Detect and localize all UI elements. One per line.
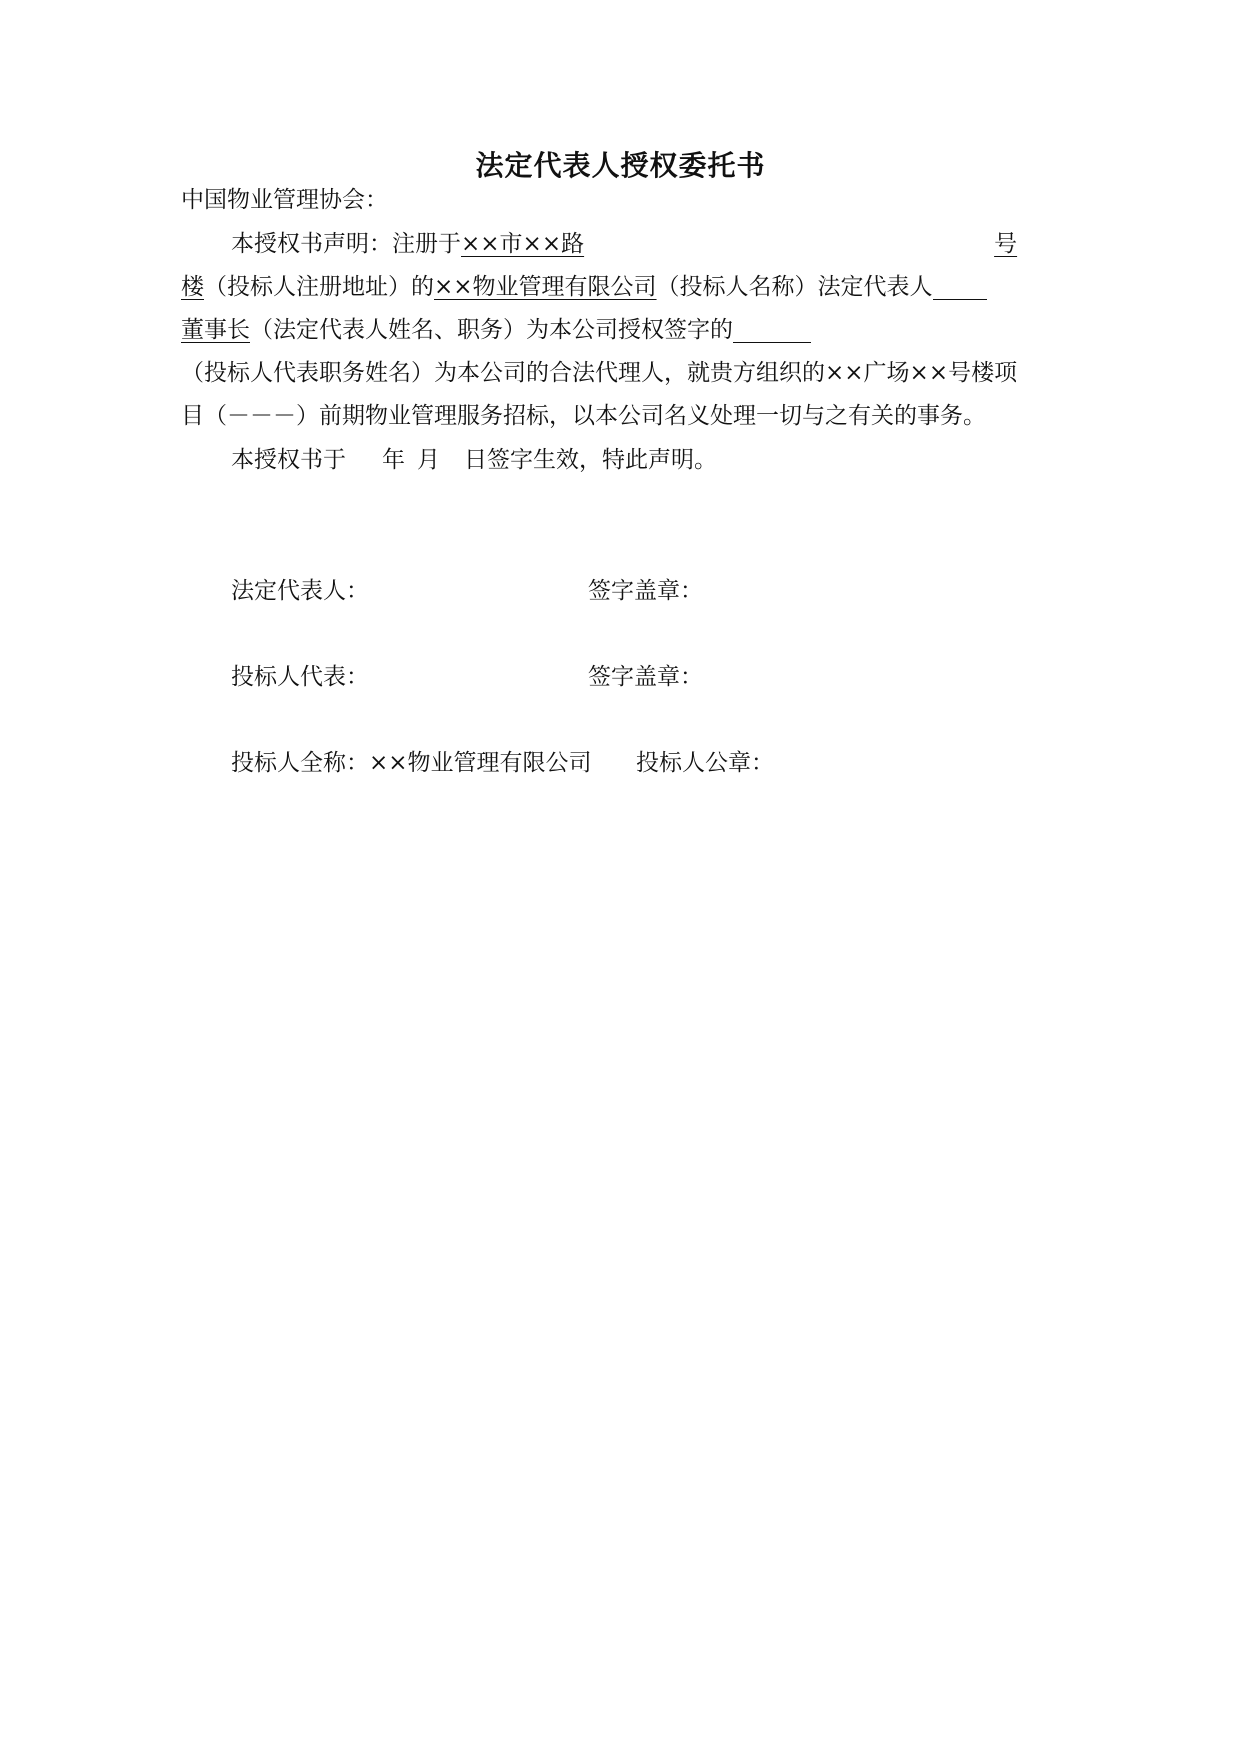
address-hao: 号 bbox=[994, 231, 1018, 257]
para1-line5: 目（－－－）前期物业管理服务招标，以本公司名义处理一切与之有关的事务。 bbox=[181, 403, 986, 429]
registered-address: ××市××路 bbox=[461, 231, 585, 257]
bidder-rep-label: 投标人代表： bbox=[231, 664, 369, 690]
legal-rep-name-blank bbox=[933, 273, 987, 300]
authorized-signatory-blank bbox=[733, 316, 811, 343]
document-title: 法定代表人授权委托书 bbox=[475, 149, 766, 182]
bidder-fullname-label: 投标人全称：××物业管理有限公司 bbox=[231, 750, 592, 776]
legal-rep-title: 董事长 bbox=[181, 317, 250, 343]
address-lou: 楼 bbox=[181, 274, 204, 300]
salutation: 中国物业管理协会： bbox=[181, 187, 388, 213]
year-label: 年 bbox=[382, 447, 405, 473]
effective-date-suffix: 日签字生效，特此声明。 bbox=[464, 447, 717, 473]
address-note: （投标人注册地址）的 bbox=[204, 274, 434, 300]
company-note: （投标人名称）法定代表人 bbox=[656, 274, 933, 300]
effective-date-line bbox=[231, 443, 717, 477]
legal-rep-note: （法定代表人姓名、职务）为本公司授权签字的 bbox=[250, 317, 733, 343]
para1-line4: （投标人代表职务姓名）为本公司的合法代理人，就贵方组织的××广场××号楼项 bbox=[181, 360, 1018, 386]
para1-line1 bbox=[231, 227, 1017, 261]
month-label: 月 bbox=[417, 447, 440, 473]
para1-prefix: 本授权书声明：注册于 bbox=[231, 231, 461, 257]
bidder-rep-sign-label: 签字盖章： bbox=[588, 664, 703, 690]
bidder-seal-label: 投标人公章： bbox=[636, 750, 774, 776]
company-name: ××物业管理有限公司 bbox=[434, 274, 657, 300]
legal-rep-sign-label: 签字盖章： bbox=[588, 578, 703, 604]
para1-line2 bbox=[181, 270, 987, 304]
legal-rep-label: 法定代表人： bbox=[231, 578, 369, 604]
para1-line3 bbox=[181, 313, 811, 347]
effective-date-prefix: 本授权书于 bbox=[231, 447, 346, 473]
